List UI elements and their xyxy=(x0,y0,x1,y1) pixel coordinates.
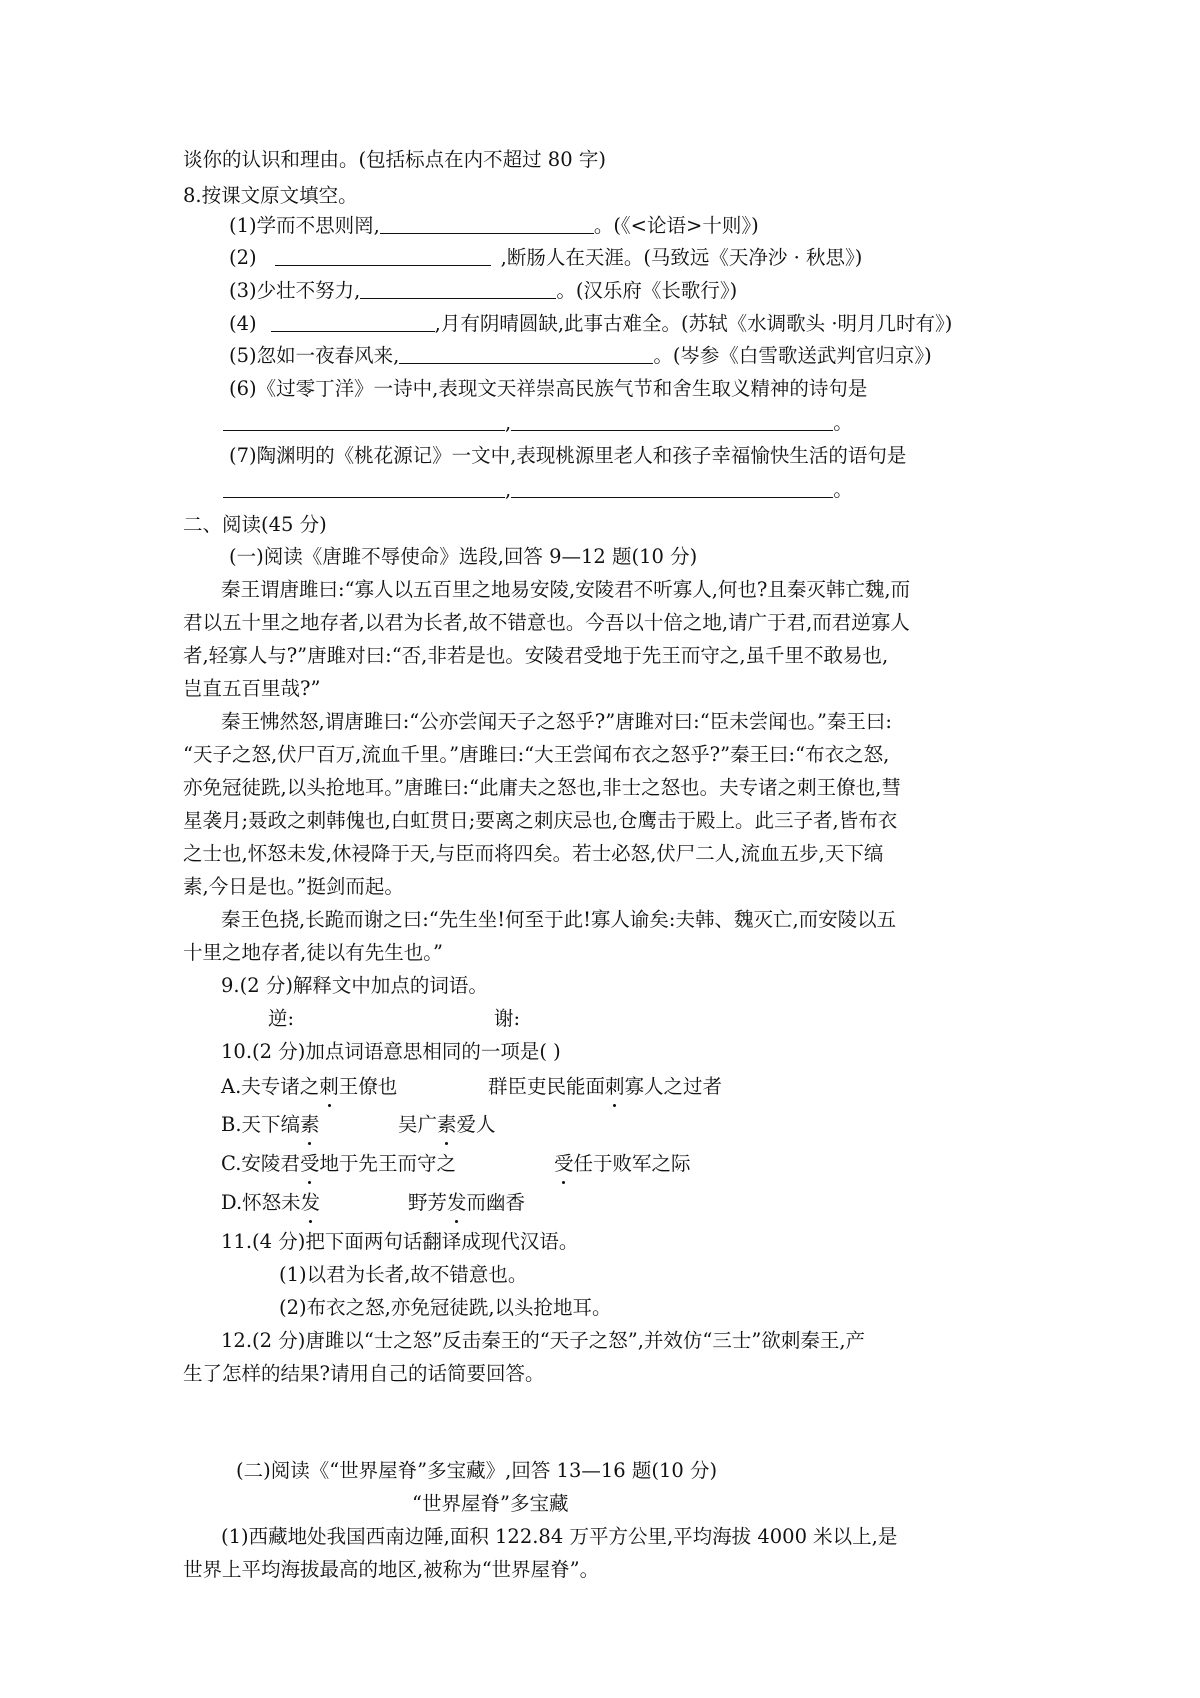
article-paragraph: (1)西藏地处我国西南边陲,面积 122.84 万平方公里,平均海拔 4000 米以上,是 xyxy=(221,1525,898,1548)
passage-line: 者,轻寡人与?”唐雎对曰:“否,非若是也。安陵君受地于先王而守之,虽千里不敢易也, xyxy=(183,644,889,667)
passage-line: 亦免冠徒跣,以头抢地耳。”唐雎曰:“此庸夫之怒也,非士之怒也。夫专诸之刺王僚也,彗 xyxy=(183,776,901,799)
passage-line: “天子之怒,伏尸百万,流血千里。”唐雎曰:“大王尝闻布衣之怒乎?”秦王曰:“布衣之怒, xyxy=(183,743,890,766)
option-d-compare: 野芳发而幽香 xyxy=(408,1191,526,1214)
answer-blank[interactable] xyxy=(223,410,505,431)
passage-line: 素,今日是也。”挺剑而起。 xyxy=(183,875,404,898)
reading-1-heading: (一)阅读《唐雎不辱使命》选段,回答 9—12 题(10 分) xyxy=(229,545,698,568)
fill-item-7: (7)陶渊明的《桃花源记》一文中,表现桃源里老人和孩子幸福愉快生活的语句是 xyxy=(229,444,907,467)
fill-item-6-blanks: , 。 xyxy=(223,410,853,436)
passage-line: 之士也,怀怒未发,休祲降于天,与臣而将四矣。若士必怒,伏尸二人,流血五步,天下缟 xyxy=(183,842,884,865)
question-12-cont: 生了怎样的结果?请用自己的话简要回答。 xyxy=(183,1362,545,1385)
question-11: 11.(4 分)把下面两句话翻译成现代汉语。 xyxy=(221,1230,579,1253)
fill-item-1: (1)学而不思则罔, 。(《<论语>十则》) xyxy=(229,214,759,237)
question-8-title: 8.按课文原文填空。 xyxy=(183,184,358,207)
passage-line: 秦王谓唐雎曰:“寡人以五百里之地易安陵,安陵君不听寡人,何也?且秦灭韩亡魏,而 xyxy=(221,578,911,601)
answer-blank[interactable] xyxy=(271,311,435,332)
answer-blank[interactable] xyxy=(360,278,556,299)
answer-blank[interactable] xyxy=(511,410,833,431)
option-a[interactable]: A.夫专诸之刺王僚也 xyxy=(221,1075,398,1098)
answer-blank[interactable] xyxy=(223,477,505,498)
question-9: 9.(2 分)解释文中加点的词语。 xyxy=(221,974,488,997)
question-9-term-1: 逆: xyxy=(268,1007,295,1030)
fill-item-2: (2) ,断肠人在天涯。(马致远《天净沙 · 秋思》) xyxy=(229,246,863,269)
passage-line: 君以五十里之地存者,以君为长者,故不错意也。今吾以十倍之地,请广于君,而君逆寡人 xyxy=(183,611,910,634)
fill-item-3: (3)少壮不努力, 。(汉乐府《长歌行》) xyxy=(229,279,738,302)
option-c[interactable]: C.安陵君受地于先王而守之 xyxy=(221,1152,456,1175)
article-title: “世界屋脊”多宝藏 xyxy=(412,1492,569,1515)
option-c-compare: 受任于败军之际 xyxy=(554,1152,691,1175)
question-11-sentence-2: (2)布衣之怒,亦免冠徒跣,以头抢地耳。 xyxy=(279,1296,612,1319)
answer-blank[interactable] xyxy=(275,245,491,266)
option-b[interactable]: B.天下缟素 xyxy=(221,1113,320,1136)
fill-item-6: (6)《过零丁洋》一诗中,表现文天祥崇高民族气节和舍生取义精神的诗句是 xyxy=(229,377,868,400)
fill-item-5: (5)忽如一夜春风来, 。(岑参《白雪歌送武判官归京》) xyxy=(229,344,932,367)
question-11-sentence-1: (1)以君为长者,故不错意也。 xyxy=(279,1263,528,1286)
question-9-term-2: 谢: xyxy=(494,1007,521,1030)
option-b-compare: 吴广素爱人 xyxy=(398,1113,496,1136)
question-10: 10.(2 分)加点词语意思相同的一项是( ) xyxy=(221,1040,561,1063)
question-12: 12.(2 分)唐雎以“士之怒”反击秦王的“天子之怒”,并效仿“三士”欲刺秦王,产 xyxy=(221,1329,866,1352)
prev-question-tail: 谈你的认识和理由。(包括标点在内不超过 80 字) xyxy=(183,148,606,171)
reading-2-heading: (二)阅读《“世界屋脊”多宝藏》,回答 13—16 题(10 分) xyxy=(236,1459,718,1482)
fill-item-7-blanks: , 。 xyxy=(223,477,853,503)
option-d[interactable]: D.怀怒未发 xyxy=(221,1191,321,1214)
passage-line: 星袭月;聂政之刺韩傀也,白虹贯日;要离之刺庆忌也,仓鹰击于殿上。此三子者,皆布衣 xyxy=(183,809,898,832)
passage-line: 十里之地存者,徒以有先生也。” xyxy=(183,941,443,964)
passage-line: 秦王色挠,长跪而谢之曰:“先生坐!何至于此!寡人谕矣:夫韩、魏灭亡,而安陵以五 xyxy=(221,908,897,931)
answer-blank[interactable] xyxy=(511,477,833,498)
option-a-compare: 群臣吏民能面刺寡人之过者 xyxy=(488,1075,723,1098)
section-2-heading: 二、阅读(45 分) xyxy=(183,513,327,536)
passage-line: 秦王怫然怒,谓唐雎曰:“公亦尝闻天子之怒乎?”唐雎对曰:“臣未尝闻也。”秦王曰: xyxy=(221,710,892,733)
answer-blank[interactable] xyxy=(399,343,653,364)
article-paragraph: 世界上平均海拔最高的地区,被称为“世界屋脊”。 xyxy=(183,1558,600,1581)
passage-line: 岂直五百里哉?” xyxy=(183,677,321,700)
answer-blank[interactable] xyxy=(380,213,594,234)
fill-item-4: (4) ,月有阴晴圆缺,此事古难全。(苏轼《水调歌头 ·明月几时有》) xyxy=(229,312,953,335)
